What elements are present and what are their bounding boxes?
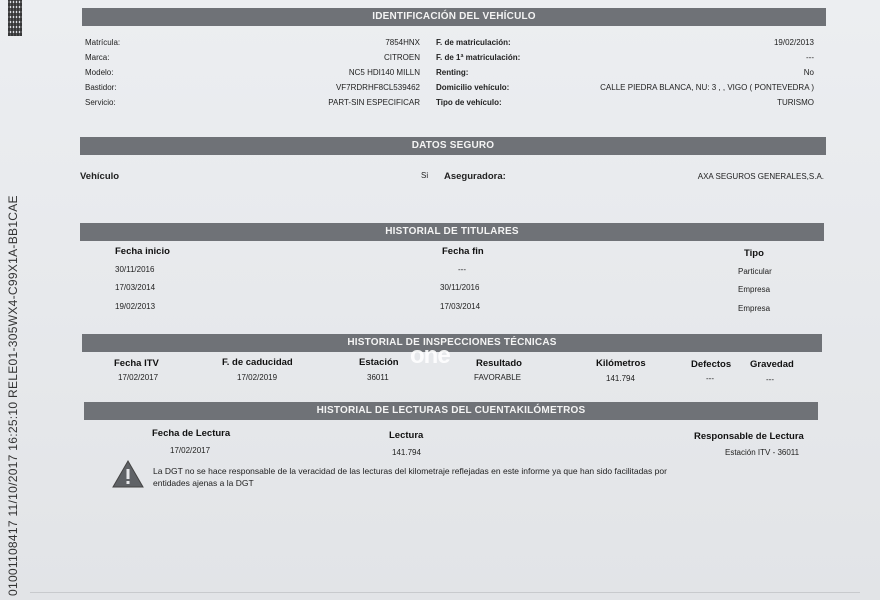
- owner-row3-inicio: 19/02/2013: [115, 302, 156, 311]
- label-fecha-matriculacion: F. de matriculación:: [436, 38, 511, 47]
- label-marca: Marca:: [85, 53, 110, 62]
- owner-row3-tipo: Empresa: [738, 304, 771, 313]
- label-renting: Renting:: [436, 68, 469, 77]
- section-header-odometer: HISTORIAL DE LECTURAS DEL CUENTAKILÓMETROS: [84, 402, 818, 420]
- label-modelo: Modelo:: [85, 68, 114, 77]
- label-seguro-vehiculo: Vehículo: [80, 171, 120, 182]
- divider: [30, 592, 860, 593]
- section-header-vehicle: IDENTIFICACIÓN DEL VEHÍCULO: [82, 8, 826, 26]
- itv-row1-defectos: ---: [706, 374, 714, 383]
- value-servicio: PART-SIN ESPECIFICAR: [328, 98, 420, 107]
- value-aseguradora: AXA SEGUROS GENERALES,S.A.: [697, 172, 824, 181]
- itv-row1-kilometros: 141.794: [606, 374, 635, 383]
- barcode-mark: [8, 0, 22, 36]
- watermark-logo: one: [410, 342, 450, 369]
- owners-col-tipo: Tipo: [744, 248, 764, 259]
- value-seguro-vehiculo: Si: [421, 171, 429, 180]
- owner-row2-tipo: Empresa: [738, 285, 771, 294]
- owner-row1-inicio: 30/11/2016: [115, 265, 155, 274]
- owner-row3-fin: 17/03/2014: [440, 302, 481, 311]
- value-modelo: NC5 HDI140 MILLN: [348, 68, 420, 77]
- odo-row1-responsable: Estación ITV - 36011: [725, 448, 800, 457]
- itv-row1-estacion: 36011: [367, 373, 389, 382]
- value-tipo-vehiculo: TURISMO: [777, 98, 814, 107]
- value-primera-matriculacion: ---: [806, 53, 814, 62]
- itv-row1-resultado: FAVORABLE: [474, 373, 521, 382]
- odo-row1-fecha: 17/02/2017: [170, 446, 211, 455]
- itv-row1-gravedad: ---: [766, 375, 774, 384]
- itv-col-estacion: Estación: [359, 357, 399, 368]
- owner-row1-tipo: Particular: [738, 267, 772, 276]
- itv-col-caducidad: F. de caducidad: [222, 357, 293, 368]
- label-aseguradora: Aseguradora:: [444, 171, 506, 182]
- document-reference: 01001108417 11/10/2017 16:25:10 RELE01-305WX4-C99X1A-BB1CAE: [6, 195, 20, 596]
- notice-text-line2: entidades ajenas a la DGT: [153, 478, 254, 488]
- odo-row1-lectura: 141.794: [392, 448, 421, 457]
- itv-row1-caducidad: 17/02/2019: [237, 373, 278, 382]
- itv-col-fecha: Fecha ITV: [114, 358, 159, 369]
- odo-col-responsable: Responsable de Lectura: [694, 431, 804, 442]
- label-primera-matriculacion: F. de 1ª matriculación:: [436, 53, 521, 62]
- itv-row1-fecha: 17/02/2017: [118, 373, 159, 382]
- itv-col-defectos: Defectos: [691, 359, 732, 370]
- owner-row2-inicio: 17/03/2014: [115, 283, 156, 292]
- odo-col-lectura: Lectura: [389, 430, 424, 441]
- section-header-owners: HISTORIAL DE TITULARES: [80, 223, 824, 241]
- label-servicio: Servicio:: [85, 98, 116, 107]
- itv-col-gravedad: Gravedad: [750, 359, 794, 370]
- warning-icon: [112, 460, 144, 488]
- section-header-insurance: DATOS SEGURO: [80, 137, 826, 155]
- label-domicilio: Domicilio vehículo:: [436, 83, 510, 92]
- odo-col-fecha: Fecha de Lectura: [152, 428, 231, 439]
- label-bastidor: Bastidor:: [85, 83, 117, 92]
- value-bastidor: VF7RDRHF8CL539462: [335, 83, 420, 92]
- value-marca: CITROEN: [384, 53, 420, 62]
- owners-col-fecha-fin: Fecha fin: [442, 246, 484, 257]
- itv-col-kilometros: Kilómetros: [596, 358, 646, 369]
- label-tipo-vehiculo: Tipo de vehículo:: [436, 98, 502, 107]
- owner-row1-fin: ---: [458, 265, 466, 274]
- itv-col-resultado: Resultado: [476, 358, 522, 369]
- owners-col-fecha-inicio: Fecha inicio: [115, 246, 170, 257]
- value-renting: No: [803, 68, 814, 77]
- section-header-inspections: HISTORIAL DE INSPECCIONES TÉCNICAS: [82, 334, 822, 352]
- value-fecha-matriculacion: 19/02/2013: [773, 38, 814, 47]
- value-matricula: 7854HNX: [385, 38, 420, 47]
- value-domicilio: CALLE PIEDRA BLANCA, NU: 3 , , VIGO ( PONTEVEDRA ): [600, 83, 814, 92]
- owner-row2-fin: 30/11/2016: [440, 283, 480, 292]
- notice-text-line1: La DGT no se hace responsable de la veracidad de las lecturas del kilometraje reflejadas en este informe ya que han sido facilitadas por: [153, 466, 667, 476]
- label-matricula: Matrícula:: [85, 38, 121, 47]
